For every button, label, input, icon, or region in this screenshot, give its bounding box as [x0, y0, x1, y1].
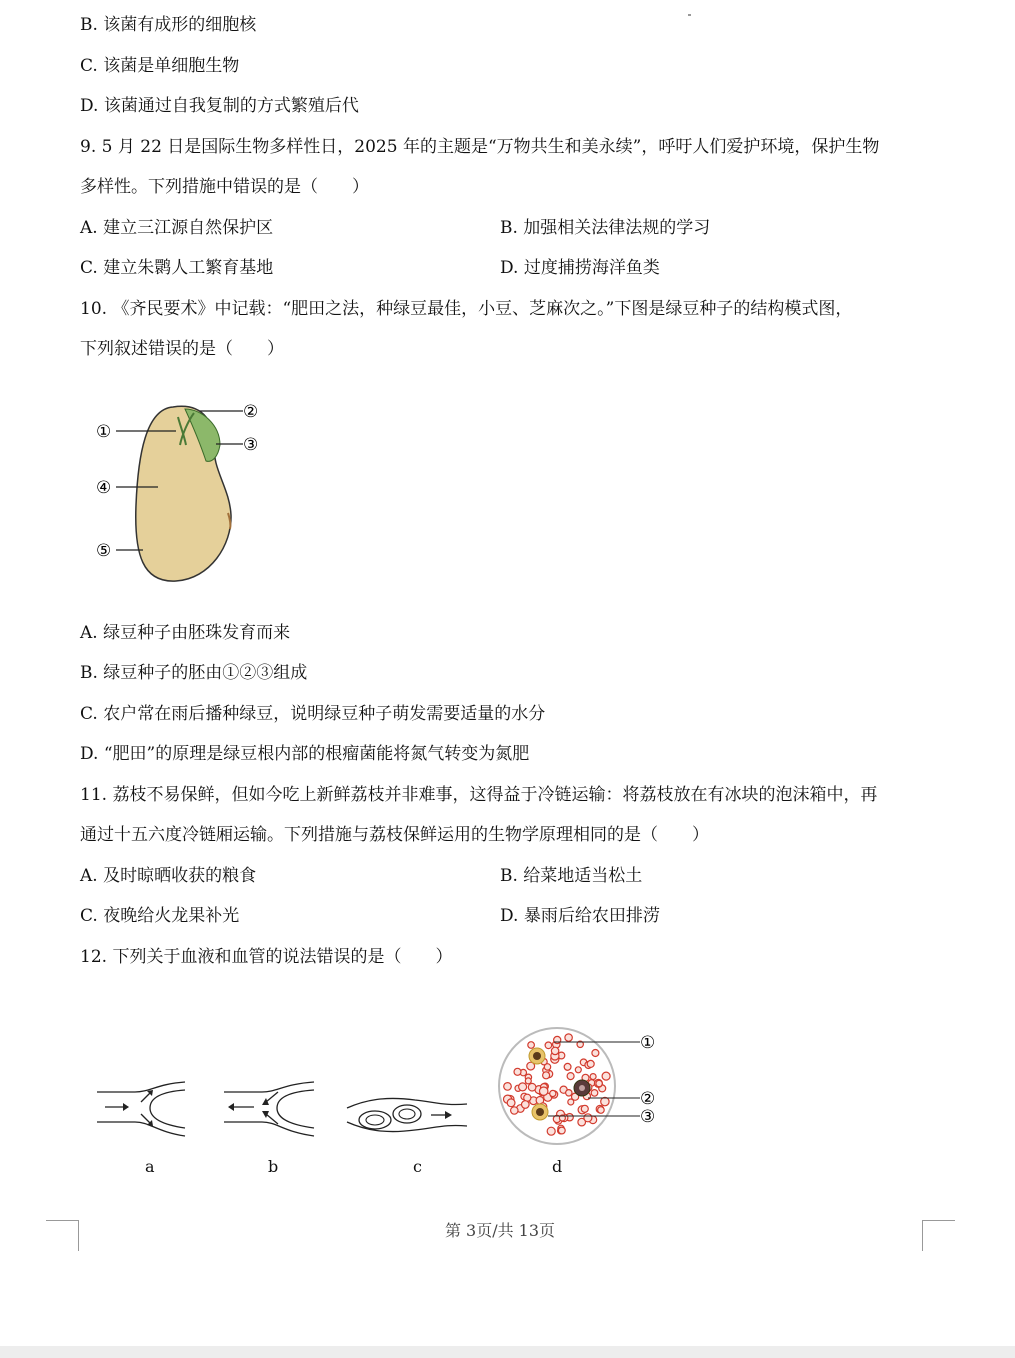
red-blood-cell: [519, 1083, 527, 1091]
question-11-line-2: 通过十五六度冷链厢运输。下列措施与荔枝保鲜运用的生物学原理相同的是（ ）: [80, 825, 709, 845]
red-blood-cell: [598, 1107, 605, 1114]
page-mark: [688, 14, 691, 16]
option-9c: C. 建立朱鹮人工繁育基地: [80, 258, 274, 278]
question-12-line-1: 12. 下列关于血液和血管的说法错误的是（ ）: [80, 947, 453, 967]
red-blood-cell: [507, 1099, 515, 1107]
red-blood-cell: [551, 1047, 558, 1054]
option-8b: B. 该菌有成形的细胞核: [80, 15, 257, 35]
option-10c: C. 农户常在雨后播种绿豆，说明绿豆种子萌发需要适量的水分: [80, 704, 546, 724]
option-10d: D. “肥田”的原理是绿豆根内部的根瘤菌能将氮气转变为氮肥: [80, 744, 530, 764]
red-blood-cell: [590, 1074, 596, 1080]
option-11a: A. 及时晾晒收获的粮食: [80, 866, 257, 886]
red-blood-cell: [558, 1127, 565, 1134]
red-blood-cell: [525, 1078, 531, 1084]
option-11b: B. 给菜地适当松土: [500, 866, 643, 886]
caption-d: d: [552, 1157, 563, 1176]
red-blood-cell: [522, 1101, 530, 1109]
red-blood-cell: [504, 1083, 512, 1091]
red-blood-cell: [528, 1042, 535, 1049]
option-9b: B. 加强相关法律法规的学习: [500, 218, 711, 238]
blood-smear-figure: [492, 1022, 662, 1152]
question-10-line-2: 下列叙述错误的是（ ）: [80, 339, 284, 359]
red-blood-cell: [564, 1063, 571, 1070]
option-10a: A. 绿豆种子由胚珠发育而来: [80, 623, 291, 643]
seed-label-1: ①: [96, 422, 112, 442]
red-blood-cell: [550, 1090, 556, 1096]
red-blood-cell: [528, 1083, 536, 1091]
red-blood-cell: [545, 1042, 552, 1049]
option-10b: B. 绿豆种子的胚由①②③组成: [80, 663, 308, 683]
red-blood-cell: [567, 1073, 574, 1080]
caption-c: c: [413, 1157, 422, 1176]
question-10-line-1: 10. 《齐民要术》中记载：“肥田之法，种绿豆最佳，小豆、芝麻次之。”下图是绿豆种子的结构模式图，: [80, 299, 853, 319]
red-blood-cell: [565, 1034, 572, 1041]
option-9d: D. 过度捕捞海洋鱼类: [500, 258, 660, 278]
red-blood-cell: [514, 1068, 521, 1075]
red-blood-cell: [587, 1060, 594, 1067]
vessel-c-figure: [345, 1088, 470, 1142]
vessel-b-figure: [222, 1078, 317, 1144]
option-8c: C. 该菌是单细胞生物: [80, 56, 240, 76]
red-blood-cell: [575, 1067, 581, 1073]
red-blood-cell: [566, 1090, 572, 1096]
seed-label-5: ⑤: [96, 541, 112, 561]
option-11c: C. 夜晚给火龙果补光: [80, 906, 240, 926]
seed-label-4: ④: [96, 478, 112, 498]
option-11d: D. 暴雨后给农田排涝: [500, 906, 660, 926]
seed-label-2: ②: [243, 402, 259, 422]
red-blood-cell: [584, 1114, 592, 1122]
question-11-line-1: 11. 荔枝不易保鲜，但如今吃上新鲜荔枝并非难事，这得益于冷链运输：将荔枝放在有冰块的泡沫箱中，再: [80, 785, 878, 805]
blood-label-3: ③: [640, 1107, 656, 1127]
mung-bean-seed-figure: [88, 395, 278, 595]
red-blood-cell: [596, 1080, 602, 1086]
blood-label-1: ①: [640, 1033, 656, 1053]
red-blood-cell: [581, 1105, 588, 1112]
red-blood-cell: [544, 1064, 550, 1070]
seed-label-3: ③: [243, 435, 259, 455]
option-9a: A. 建立三江源自然保护区: [80, 218, 274, 238]
red-blood-cell: [543, 1072, 550, 1079]
vessel-a-figure: [95, 1078, 190, 1144]
question-9-line-2: 多样性。下列措施中错误的是（ ）: [80, 177, 369, 197]
red-blood-cell: [591, 1090, 598, 1097]
red-blood-cell: [601, 1097, 609, 1105]
caption-a: a: [145, 1157, 155, 1176]
red-blood-cell: [547, 1127, 555, 1135]
blood-label-2: ②: [640, 1089, 656, 1109]
red-blood-cell: [540, 1087, 548, 1095]
red-blood-cell: [602, 1072, 610, 1080]
caption-b: b: [268, 1157, 279, 1176]
viewer-bottom-bar: [0, 1346, 1015, 1358]
red-blood-cell: [511, 1107, 518, 1114]
page-footer: 第 3页/共 13页: [444, 1221, 556, 1240]
red-blood-cell: [592, 1050, 599, 1057]
question-9-line-1: 9. 5 月 22 日是国际生物多样性日，2025 年的主题是“万物共生和美永续”，呼吁人们爱护环境，保护生物: [80, 137, 880, 157]
option-8d: D. 该菌通过自我复制的方式繁殖后代: [80, 96, 359, 116]
